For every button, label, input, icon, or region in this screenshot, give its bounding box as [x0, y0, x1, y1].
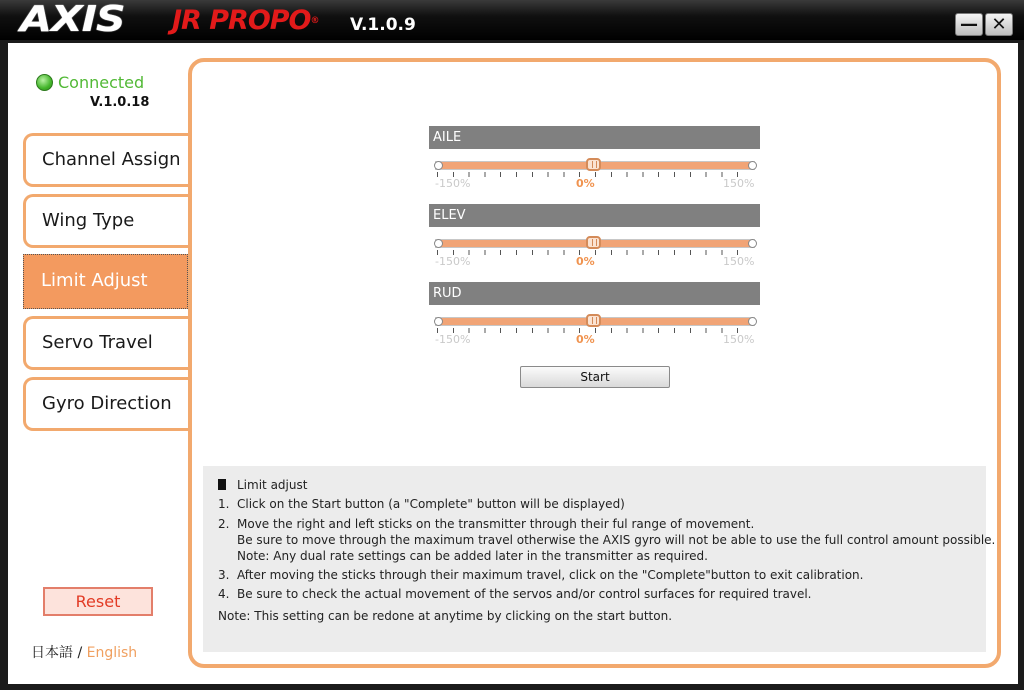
bullet-square-icon	[218, 479, 226, 490]
language-switcher	[31, 644, 137, 662]
jr-propo-logo	[172, 5, 319, 37]
slider-scale	[429, 255, 760, 269]
help-step-number: 2.	[218, 517, 230, 531]
slider-end-left	[434, 161, 443, 170]
slider-thumb[interactable]	[586, 158, 601, 171]
scale-value-label: 0%	[576, 333, 595, 346]
help-note: Note: This setting can be redone at anytime by clicking on the start button.	[218, 609, 673, 623]
registered-mark: ®	[310, 16, 319, 26]
slider-end-left	[434, 317, 443, 326]
connected-indicator-icon	[36, 74, 53, 91]
scale-min-label: -150%	[435, 255, 471, 268]
help-step-number: 3.	[218, 568, 230, 582]
title-bar	[0, 0, 1024, 40]
nav-tab-servo-travel[interactable]: Servo Travel	[23, 316, 191, 370]
close-button[interactable]	[985, 13, 1013, 36]
help-step-continuation: Be sure to move through the maximum travel otherwise the AXIS gyro will not be able to use the full control amount possible.	[237, 533, 996, 547]
help-step-number: 1.	[218, 497, 230, 511]
elev-limit-slider[interactable]	[429, 227, 760, 255]
help-step-text: Be sure to check the actual movement of the servos and/or control surfaces for required travel.	[237, 587, 812, 601]
axis-logo: AXIS	[20, 0, 125, 40]
channel-header: AILE	[429, 126, 760, 149]
minimize-icon: —	[960, 14, 978, 35]
close-icon: ✕	[991, 14, 1007, 35]
connection-status-label: Connected	[58, 73, 145, 92]
firmware-version: V.1.0.18	[90, 95, 150, 110]
help-step-text: After moving the sticks through their maximum travel, click on the "Complete"button to exit calibration.	[237, 568, 864, 582]
slider-end-left	[434, 239, 443, 248]
help-step	[218, 586, 811, 602]
reset-button[interactable]: Reset	[43, 587, 153, 616]
help-step	[218, 516, 754, 532]
channel-aile	[429, 126, 760, 191]
scale-min-label: -150%	[435, 177, 471, 190]
minimize-button[interactable]	[955, 13, 983, 36]
help-step	[218, 496, 625, 512]
app-version: V.1.0.9	[350, 15, 416, 35]
nav-tab-limit-adjust[interactable]: Limit Adjust	[23, 254, 188, 309]
language-japanese-link[interactable]: 日本語	[31, 645, 73, 661]
scale-min-label: -150%	[435, 333, 471, 346]
help-panel	[203, 466, 996, 652]
slider-thumb[interactable]	[586, 314, 601, 327]
slider-scale	[429, 177, 760, 191]
language-separator: /	[77, 645, 83, 661]
channel-elev	[429, 204, 760, 269]
slider-end-right	[748, 317, 757, 326]
jr-propo-logo-text: JR PROPO	[172, 5, 311, 36]
scale-max-label: 150%	[723, 177, 755, 190]
help-title	[218, 477, 307, 493]
nav-tab-channel-assign[interactable]: Channel Assign	[23, 133, 191, 187]
slider-scale	[429, 333, 760, 347]
channel-rud	[429, 282, 760, 347]
nav-tab-wing-type[interactable]: Wing Type	[23, 194, 191, 248]
slider-end-right	[748, 161, 757, 170]
channel-header: RUD	[429, 282, 760, 305]
help-step-text: Click on the Start button (a "Complete" button will be displayed)	[237, 497, 625, 511]
help-step-continuation: Note: Any dual rate settings can be added later in the transmitter as required.	[237, 549, 708, 563]
help-title-text: Limit adjust	[237, 478, 308, 492]
connection-status	[35, 73, 185, 93]
scale-value-label: 0%	[576, 255, 595, 268]
slider-thumb[interactable]	[586, 236, 601, 249]
scale-max-label: 150%	[723, 255, 755, 268]
help-step	[218, 567, 863, 583]
scale-value-label: 0%	[576, 177, 595, 190]
slider-end-right	[748, 239, 757, 248]
rud-limit-slider[interactable]	[429, 305, 760, 333]
help-step-number: 4.	[218, 587, 230, 601]
channel-header: ELEV	[429, 204, 760, 227]
nav-tab-gyro-direction[interactable]: Gyro Direction	[23, 377, 191, 431]
language-english-link[interactable]: English	[86, 645, 138, 661]
aile-limit-slider[interactable]	[429, 149, 760, 177]
help-step-text: Move the right and left sticks on the transmitter through their ful range of movement.	[237, 517, 755, 531]
scale-max-label: 150%	[723, 333, 755, 346]
start-button[interactable]: Start	[520, 366, 670, 388]
